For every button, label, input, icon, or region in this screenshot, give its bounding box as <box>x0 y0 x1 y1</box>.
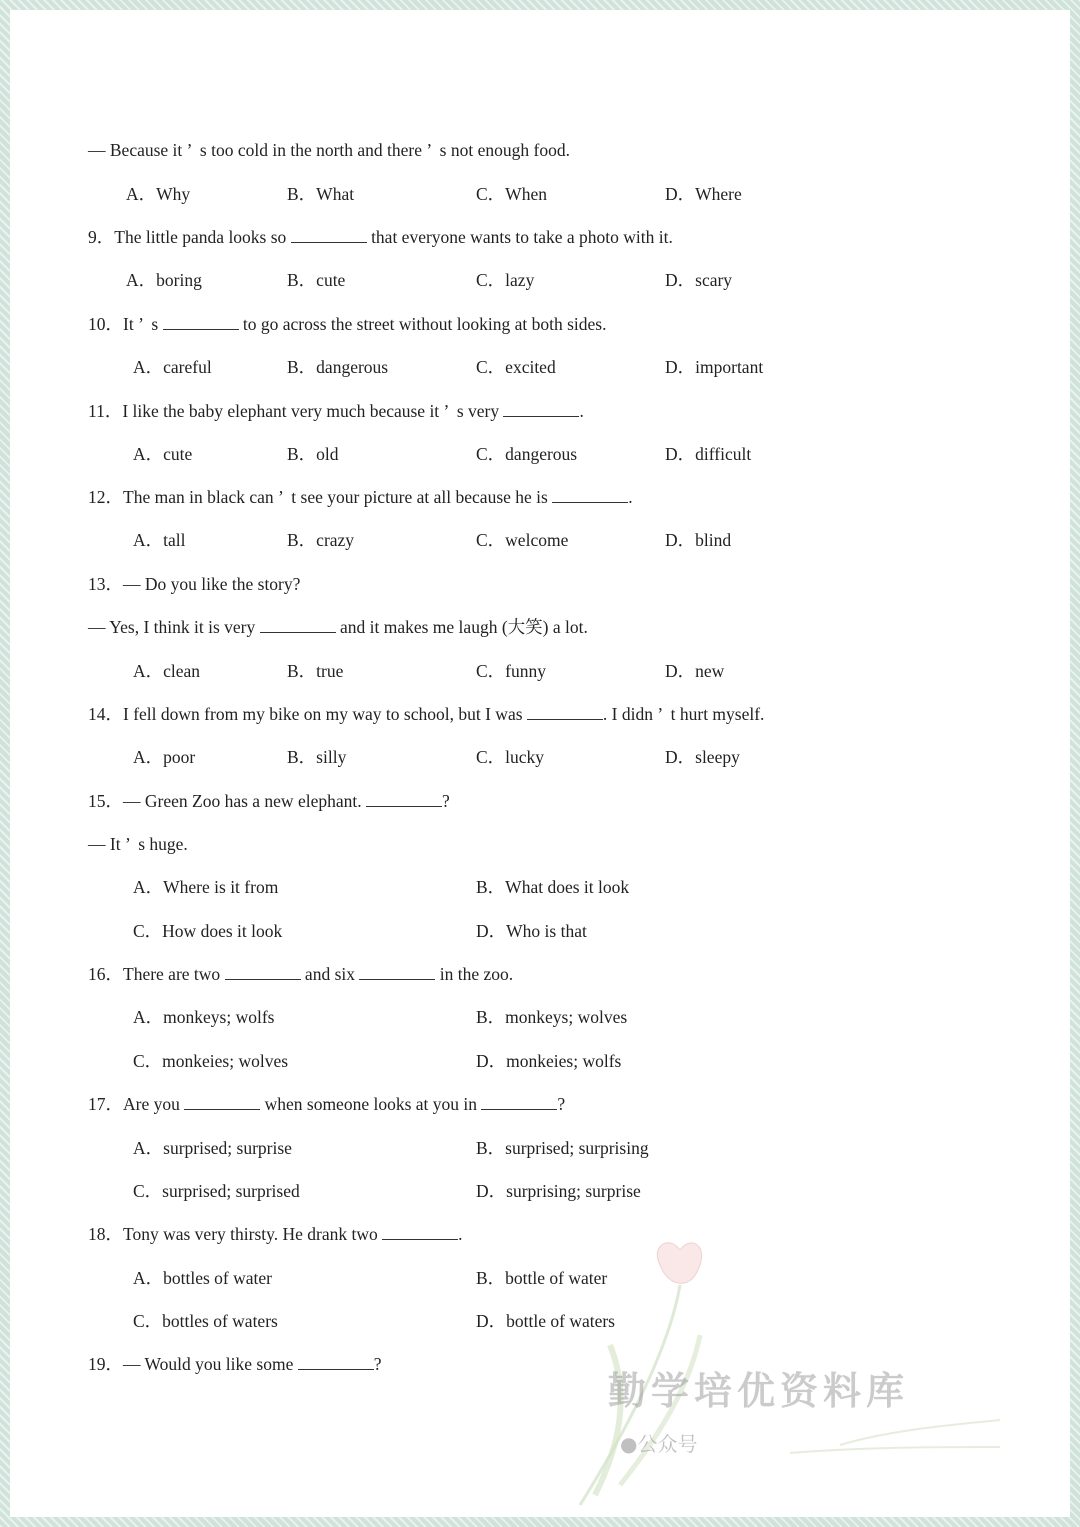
q15-option-b: B．What does it look <box>476 877 630 897</box>
q11-option-c: C．dangerous <box>476 444 578 464</box>
q11-stem-part2: . <box>579 401 584 421</box>
q15-option-c: C．How does it look <box>133 921 283 941</box>
q13-reply-part2: and it makes me laugh (大笑) a lot. <box>335 617 588 637</box>
answer-blank <box>291 226 367 243</box>
answer-blank <box>184 1093 260 1110</box>
q16-option-c: C．monkeies; wolves <box>133 1051 289 1071</box>
q17-stem <box>88 1093 565 1115</box>
answer-blank <box>481 1093 557 1110</box>
q12-option-c: C．welcome <box>476 530 569 550</box>
q15-stem-part2: ? <box>441 791 450 811</box>
q8-option-b: B．What <box>287 184 355 204</box>
q8-answer <box>88 139 570 161</box>
q17-option-c: C．surprised; surprised <box>133 1181 300 1201</box>
q13-option-c: C．funny <box>476 661 546 681</box>
q13-reply-part1: — Yes, I think it is very <box>88 617 260 637</box>
q9-option-a: A．boring <box>126 270 202 290</box>
q8-answer-text: — Because it ’ s too cold in the north and there ’ s not enough food. <box>88 140 570 160</box>
q19-stem <box>88 1353 382 1375</box>
q15-reply: — It ’ s huge. <box>88 834 188 854</box>
q19-stem-part1: 19．— Would you like some <box>88 1354 298 1374</box>
q8-option-c: C．When <box>476 184 547 204</box>
q9-stem <box>88 226 673 248</box>
q9-option-b: B．cute <box>287 270 346 290</box>
q17-option-a: A．surprised; surprise <box>133 1138 292 1158</box>
q18-option-a: A．bottles of water <box>133 1268 272 1288</box>
q16-option-a: A．monkeys; wolfs <box>133 1007 275 1027</box>
q16-stem-part1: 16．There are two <box>88 964 225 984</box>
q10-stem <box>88 313 606 335</box>
q16-stem-part2: and six <box>300 964 360 984</box>
answer-blank <box>382 1223 458 1240</box>
q8-option-d: D．Where <box>665 184 742 204</box>
q14-stem <box>88 703 764 725</box>
q10-option-b: B．dangerous <box>287 357 389 377</box>
q14-option-a: A．poor <box>133 747 196 767</box>
wechat-icon: ● <box>620 1432 638 1456</box>
q11-option-b: B．old <box>287 444 339 464</box>
answer-blank <box>552 486 628 503</box>
q12-stem <box>88 486 633 508</box>
answer-blank <box>359 963 435 980</box>
q12-stem-part2: . <box>628 487 633 507</box>
q17-stem-part3: ? <box>557 1094 566 1114</box>
answer-blank <box>260 616 336 633</box>
q11-stem <box>88 400 584 422</box>
q10-option-a: A．careful <box>133 357 212 377</box>
q18-stem-part2: . <box>458 1224 463 1244</box>
q19-stem-part2: ? <box>373 1354 382 1374</box>
answer-blank <box>366 790 442 807</box>
q15-stem-part1: 15．— Green Zoo has a new elephant. <box>88 791 366 811</box>
q9-option-d: D．scary <box>665 270 733 290</box>
q10-stem-part2: to go across the street without looking at both sides. <box>238 314 607 334</box>
answer-blank <box>503 400 579 417</box>
watermark-title: 勤学培优资料库 <box>608 1369 910 1413</box>
q18-stem <box>88 1223 463 1245</box>
q17-stem-part1: 17．Are you <box>88 1094 185 1114</box>
q18-option-b: B．bottle of water <box>476 1268 608 1288</box>
q13-option-b: B．true <box>287 661 344 681</box>
q9-stem-part1: 9．The little panda looks so <box>88 227 291 247</box>
q14-option-b: B．silly <box>287 747 347 767</box>
watermark-subtitle-text: 公众号 <box>637 1432 698 1456</box>
q14-option-d: D．sleepy <box>665 747 740 767</box>
q8-option-a: A．Why <box>126 184 191 204</box>
q15-stem <box>88 790 450 812</box>
q12-stem-part1: 12．The man in black can ’ t see your picture at all because he is <box>88 487 553 507</box>
q14-stem-part2: . I didn ’ t hurt myself. <box>602 704 765 724</box>
q18-option-d: D．bottle of waters <box>476 1311 615 1331</box>
q17-option-d: D．surprising; surprise <box>476 1181 641 1201</box>
q10-stem-part1: 10．It ’ s <box>88 314 163 334</box>
q13-stem: 13．— Do you like the story? <box>88 574 301 594</box>
q10-option-d: D．important <box>665 357 764 377</box>
q9-option-c: C．lazy <box>476 270 535 290</box>
q16-option-b: B．monkeys; wolves <box>476 1007 628 1027</box>
q16-stem <box>88 963 513 985</box>
answer-blank <box>163 313 239 330</box>
q11-option-d: D．difficult <box>665 444 752 464</box>
answer-blank <box>527 703 603 720</box>
q14-option-c: C．lucky <box>476 747 545 767</box>
q17-stem-part2: when someone looks at you in <box>260 1094 482 1114</box>
q16-option-d: D．monkeies; wolfs <box>476 1051 622 1071</box>
q13-option-d: D．new <box>665 661 725 681</box>
q11-option-a: A．cute <box>133 444 193 464</box>
q12-option-b: B．crazy <box>287 530 355 550</box>
q13-reply <box>88 616 588 638</box>
q17-option-b: B．surprised; surprising <box>476 1138 649 1158</box>
q13-option-a: A．clean <box>133 661 201 681</box>
q12-option-d: D．blind <box>665 530 732 550</box>
answer-blank <box>225 963 301 980</box>
q18-stem-part1: 18．Tony was very thirsty. He drank two <box>88 1224 383 1244</box>
q10-option-c: C．excited <box>476 357 556 377</box>
q16-stem-part3: in the zoo. <box>435 964 514 984</box>
watermark-subtitle <box>620 1428 697 1457</box>
q11-stem-part1: 11．I like the baby elephant very much because it ’ s very <box>88 401 504 421</box>
q15-option-d: D．Who is that <box>476 921 587 941</box>
q15-option-a: A．Where is it from <box>133 877 279 897</box>
answer-blank <box>298 1353 374 1370</box>
q9-stem-part2: that everyone wants to take a photo with it. <box>366 227 673 247</box>
q12-option-a: A．tall <box>133 530 186 550</box>
q14-stem-part1: 14．I fell down from my bike on my way to school, but I was <box>88 704 527 724</box>
q18-option-c: C．bottles of waters <box>133 1311 278 1331</box>
